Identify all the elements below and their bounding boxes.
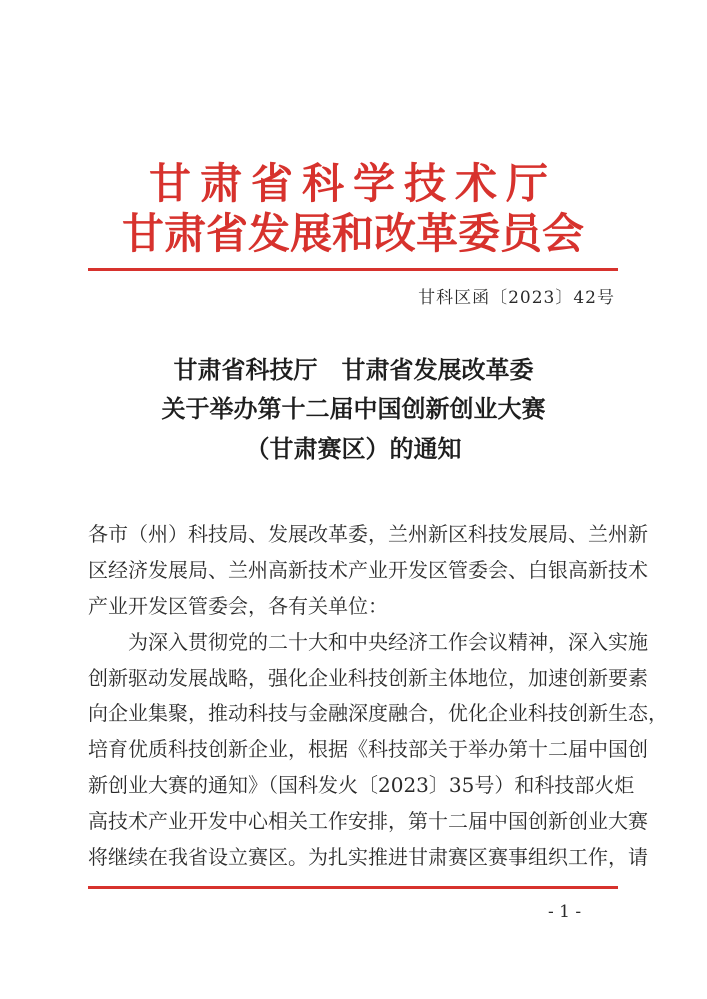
body-line: 培育优质科技创新企业，根据《科技部关于举办第十二届中国创 [88,737,648,762]
document-number: 甘科区函〔2023〕42号 [418,288,615,308]
title-line-1: 甘肃省科技厅 甘肃省发展改革委 [173,355,534,384]
letterhead-line-2: 甘肃省发展和改革委员会 [121,209,584,258]
title-line-3: （甘肃赛区）的通知 [245,434,462,463]
body-line: 高技术产业开发中心相关工作安排，第十二届中国创新创业大赛 [88,809,648,834]
body-line: 创新驱动发展战略，强化企业科技创新主体地位，加速创新要素 [88,665,648,690]
body-line: 产业开发区管委会，各有关单位： [88,593,388,618]
body-line: 各市（州）科技局、发展改革委，兰州新区科技发展局、兰州新 [88,522,648,546]
title-line-2: 关于举办第十二届中国创新创业大赛 [161,394,546,423]
footer-red-rule [88,886,618,889]
body-text [88,517,668,876]
body-line: 新创业大赛的通知》（国科发火〔2023〕35号）和科技部火炬 [88,773,635,798]
body-line: 区经济发展局、兰州高新技术产业开发区管委会、白银高新技术 [88,557,648,582]
page-number: - 1 - [548,902,582,922]
letterhead-line-1: 甘肃省科学技术厅 [148,159,557,208]
body-line: 向企业集聚，推动科技与金融深度融合，优化企业科技创新生态， [88,701,668,726]
body-line: 为深入贯彻党的二十大和中央经济工作会议精神，深入实施 [128,629,648,654]
body-line: 将继续在我省设立赛区。为扎实推进甘肃赛区赛事组织工作，请 [88,845,648,870]
header-red-rule [88,268,618,271]
